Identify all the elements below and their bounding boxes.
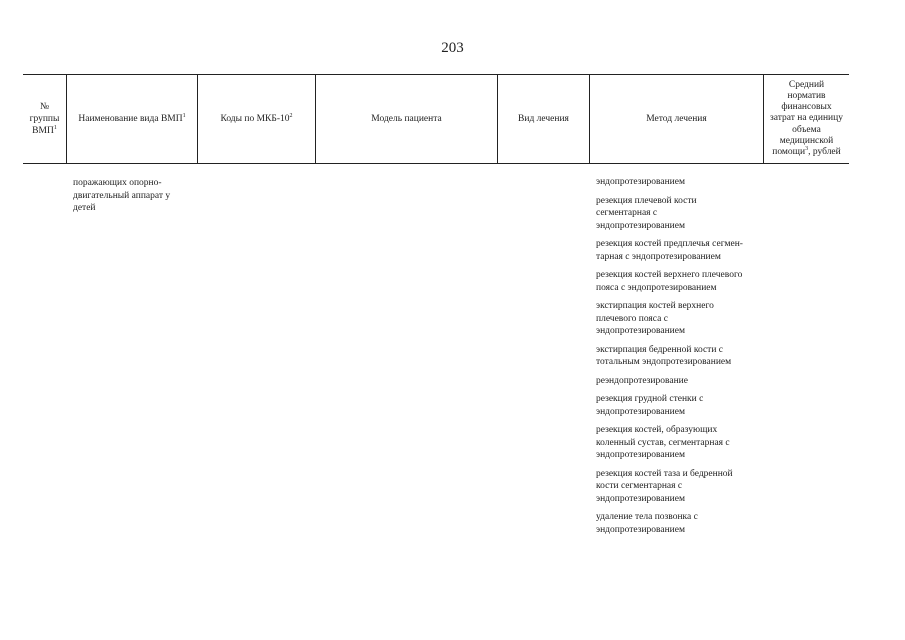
method-item: эндопротезированием: [596, 177, 685, 187]
vmp-name-cell: поражающих опорно- двигательный аппарат у детей: [73, 178, 171, 213]
header-average-cost-text: Средний норматив финансовых затрат на единицу объема медицинской помощи: [770, 79, 843, 157]
header-treatment-type: Вид лечения: [518, 114, 569, 124]
page-number: 203: [441, 40, 464, 56]
footnote-mark: 2: [289, 112, 293, 119]
header-icd-codes: [198, 75, 315, 163]
method-item: резекция костей верхнего плечевого пояса с эндопротезированием: [596, 270, 743, 293]
header-treatment-method: Метод лечения: [646, 114, 707, 124]
footnote-mark: 1: [182, 112, 186, 119]
method-item: резекция костей предплечья сегмен- тарная с эндопротезированием: [596, 239, 743, 262]
method-item: экстирпация костей верхнего плечевого пояса с эндопротезированием: [596, 301, 714, 336]
method-item: реэндопротезирование: [596, 375, 688, 386]
method-item: резекция костей, образующих коленный сустав, сегментарная с эндопротезированием: [596, 425, 730, 460]
method-item: резекция плечевой кости сегментарная с эндопротезированием: [596, 195, 697, 231]
header-group-number: [23, 75, 66, 163]
table-header: [23, 74, 849, 164]
method-item: удаление тела позвонка с эндопротезированием: [596, 512, 698, 535]
header-vmp-name-text: Наименование вида ВМП: [78, 114, 183, 124]
header-vmp-name: [67, 75, 197, 163]
header-average-cost-tail: , рублей: [808, 147, 841, 157]
method-item: резекция костей таза и бедренной кости сегментарная с эндопротезированием: [596, 468, 733, 504]
method-item: экстирпация бедренной кости с тотальным эндопротезированием: [596, 344, 732, 367]
footnote-mark: 3: [805, 145, 809, 152]
header-patient-model: Модель пациента: [371, 114, 442, 124]
method-item: резекция грудной стенки с эндопротезированием: [596, 394, 704, 417]
footnote-mark: 1: [53, 124, 57, 131]
header-group-number-text: № группы ВМП: [29, 102, 60, 136]
header-icd-codes-text: Коды по МКБ-10: [220, 114, 290, 124]
treatment-method-list: [596, 176, 766, 542]
header-average-cost: [764, 75, 849, 163]
